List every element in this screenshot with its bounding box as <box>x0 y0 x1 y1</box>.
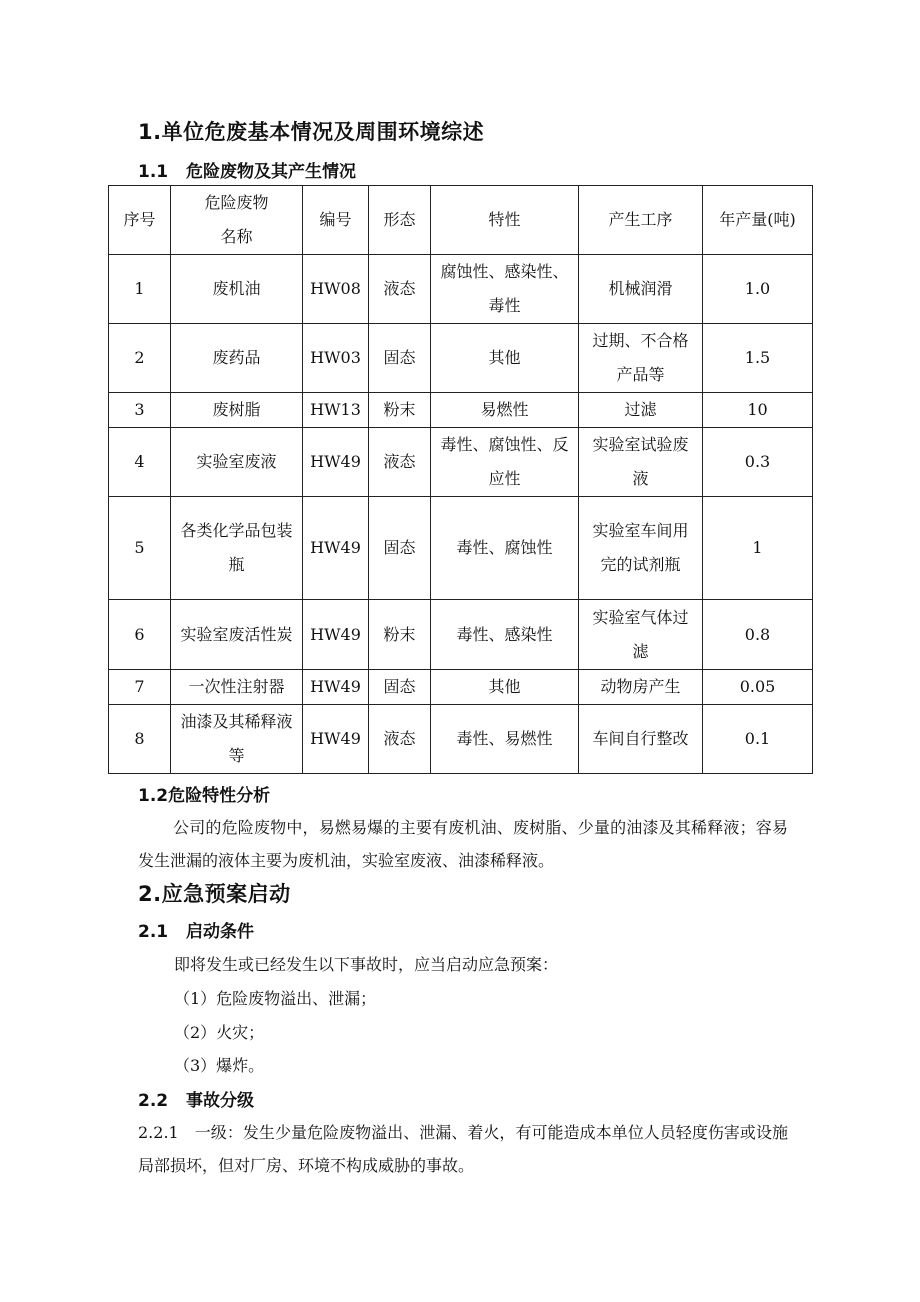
list-item: （3）爆炸。 <box>174 1056 265 1075</box>
cell-form: 固态 <box>369 670 431 705</box>
table-row <box>109 670 813 705</box>
section-2-heading: 2.应急预案启动 <box>138 882 291 906</box>
cell-process: 动物房产生 <box>579 670 703 705</box>
cell-no: 3 <box>109 393 171 428</box>
table-row <box>109 324 813 393</box>
table-row <box>109 393 813 428</box>
header-cell: 产生工序 <box>579 186 703 255</box>
cell-process: 实验室试验废液 <box>579 428 703 497</box>
cell-no: 7 <box>109 670 171 705</box>
table-row <box>109 497 813 600</box>
cell-name: 各类化学品包装瓶 <box>171 497 303 600</box>
cell-name: 油漆及其稀释液等 <box>171 705 303 774</box>
section-1-heading: 1.单位危废基本情况及周围环境综述 <box>138 120 485 144</box>
cell-amount: 1.5 <box>703 324 813 393</box>
cell-amount: 1 <box>703 497 813 600</box>
cell-amount: 1.0 <box>703 255 813 324</box>
subsection-title: 启动条件 <box>186 922 254 942</box>
cell-name: 实验室废液 <box>171 428 303 497</box>
list-item: （2）火灾； <box>174 1023 265 1042</box>
activation-intro: 即将发生或已经发生以下事故时，应当启动应急预案： <box>174 955 559 974</box>
cell-form: 固态 <box>369 497 431 600</box>
cell-property: 其他 <box>431 670 579 705</box>
subsection-title: 危险废物及其产生情况 <box>186 162 356 182</box>
table-row <box>109 428 813 497</box>
cell-process: 实验室车间用完的试剂瓶 <box>579 497 703 600</box>
cell-process: 机械润滑 <box>579 255 703 324</box>
cell-name: 一次性注射器 <box>171 670 303 705</box>
cell-process: 过期、不合格产品等 <box>579 324 703 393</box>
cell-name: 实验室废活性炭 <box>171 600 303 670</box>
cell-code: HW08 <box>303 255 369 324</box>
header-cell <box>171 186 303 255</box>
cell-process: 车间自行整改 <box>579 705 703 774</box>
subsection-1-1-heading <box>138 157 356 182</box>
cell-property: 腐蚀性、感染性、毒性 <box>431 255 579 324</box>
cell-code: HW03 <box>303 324 369 393</box>
cell-code: HW49 <box>303 705 369 774</box>
cell-amount: 0.05 <box>703 670 813 705</box>
cell-form: 固态 <box>369 324 431 393</box>
level-1-paragraph: 2.2.1 一级：发生少量危险废物溢出、泄漏、着火，有可能造成本单位人员轻度伤害或设施局部损坏，但对厂房、环境不构成威胁的事故。 <box>138 1123 788 1175</box>
cell-no: 4 <box>109 428 171 497</box>
cell-code: HW49 <box>303 428 369 497</box>
cell-code: HW49 <box>303 670 369 705</box>
cell-form: 液态 <box>369 428 431 497</box>
cell-property: 毒性、易燃性 <box>431 705 579 774</box>
cell-amount: 0.1 <box>703 705 813 774</box>
cell-amount: 0.3 <box>703 428 813 497</box>
cell-property: 其他 <box>431 324 579 393</box>
cell-name: 废树脂 <box>171 393 303 428</box>
subsection-number: 1.1 <box>138 162 169 182</box>
table-header-row <box>109 186 813 255</box>
subsection-number: 2.2 <box>138 1091 169 1111</box>
cell-no: 1 <box>109 255 171 324</box>
cell-no: 2 <box>109 324 171 393</box>
cell-code: HW49 <box>303 600 369 670</box>
table-row <box>109 705 813 774</box>
cell-form: 粉末 <box>369 393 431 428</box>
subsection-2-1-heading <box>138 917 254 942</box>
header-name-line: 名称 <box>220 227 253 246</box>
cell-amount: 10 <box>703 393 813 428</box>
table-row <box>109 600 813 670</box>
cell-name: 废药品 <box>171 324 303 393</box>
subsection-1-2-heading: 1.2危险特性分析 <box>138 786 271 806</box>
cell-no: 6 <box>109 600 171 670</box>
cell-property: 毒性、腐蚀性、反应性 <box>431 428 579 497</box>
cell-no: 5 <box>109 497 171 600</box>
cell-amount: 0.8 <box>703 600 813 670</box>
cell-no: 8 <box>109 705 171 774</box>
cell-code: HW13 <box>303 393 369 428</box>
cell-form: 液态 <box>369 705 431 774</box>
list-item: （1）危险废物溢出、泄漏； <box>174 989 377 1008</box>
header-cell: 特性 <box>431 186 579 255</box>
header-cell: 序号 <box>109 186 171 255</box>
table-row <box>109 255 813 324</box>
cell-process: 实验室气体过滤 <box>579 600 703 670</box>
subsection-2-2-heading <box>138 1086 254 1111</box>
header-cell: 年产量(吨) <box>703 186 813 255</box>
hazard-analysis-paragraph: 公司的危险废物中，易燃易爆的主要有废机油、废树脂、少量的油漆及其稀释液；容易发生泄漏的液体主要为废机油，实验室废液、油漆稀释液。 <box>138 818 788 870</box>
cell-property: 毒性、感染性 <box>431 600 579 670</box>
hazardous-waste-table <box>108 185 813 774</box>
cell-name: 废机油 <box>171 255 303 324</box>
header-name-line: 危险废物 <box>204 193 269 212</box>
cell-form: 粉末 <box>369 600 431 670</box>
cell-form: 液态 <box>369 255 431 324</box>
subsection-title: 事故分级 <box>186 1091 254 1111</box>
cell-property: 易燃性 <box>431 393 579 428</box>
cell-property: 毒性、腐蚀性 <box>431 497 579 600</box>
subsection-number: 2.1 <box>138 922 169 942</box>
header-cell: 编号 <box>303 186 369 255</box>
cell-code: HW49 <box>303 497 369 600</box>
cell-process: 过滤 <box>579 393 703 428</box>
header-cell: 形态 <box>369 186 431 255</box>
